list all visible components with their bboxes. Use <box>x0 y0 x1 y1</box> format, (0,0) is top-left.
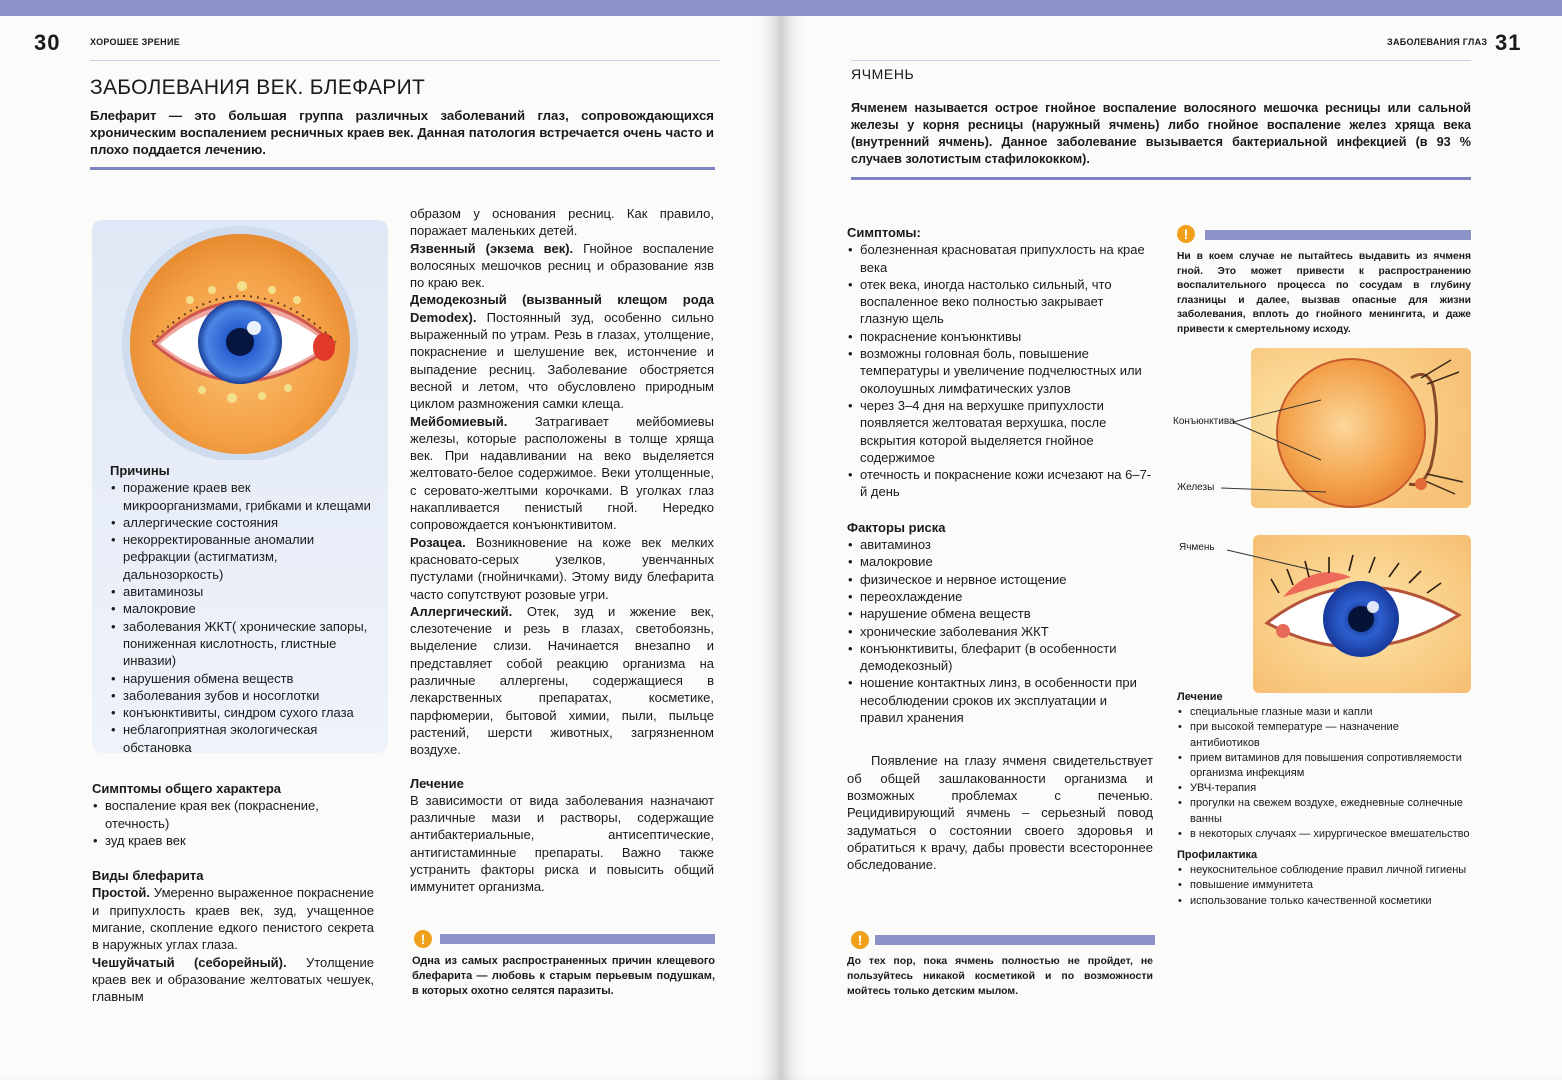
top-band <box>0 0 781 16</box>
type-text: Умеренно выраженное покраснение и припухлость краев век, зуд, учащенное мигание, скопление едкого пенистого секрета в наружных углах глаза. <box>92 885 374 953</box>
type-demodex <box>410 291 714 412</box>
list-item: • покраснение конъюнктивы <box>847 328 1153 345</box>
page-title: ЯЧМЕНЬ <box>851 66 915 82</box>
type-term: Мейбомиевый. <box>410 413 508 429</box>
causes-panel <box>92 220 388 753</box>
top-rule <box>90 60 720 61</box>
list-item: • использование только качественной косметики <box>1177 894 1471 909</box>
list-item: • неблагоприятная экологическая обстановка <box>110 721 372 756</box>
types-continued-column <box>410 205 714 896</box>
warning-text: До тех пор, пока ячмень полностью не пройдет, не пользуйтесь никакой косметикой и по возможности мойтесь только детским мылом. <box>847 955 1153 997</box>
list-item: • УВЧ-терапия <box>1177 781 1471 796</box>
warning-icon: ! <box>851 931 869 949</box>
type-text: Гнойное воспаление волосяных мешочков ресниц и образование язв по краю век. <box>410 240 714 291</box>
list-item: • воспаление края век (покраснение, отечность) <box>92 797 374 832</box>
type-scaly <box>92 954 374 1006</box>
warning-bar <box>440 934 715 944</box>
type-text: Утолщение краев век и образование желтоватых чешуек, главным <box>92 954 374 1005</box>
list-item: • в некоторых случаях — хирургическое вмешательство <box>1177 827 1471 842</box>
label-stye: Ячмень <box>1179 542 1215 553</box>
list-item: • повышение иммунитета <box>1177 878 1471 893</box>
treatment-list <box>1177 705 1471 842</box>
treatment-text: В зависимости от вида заболевания назначают различные мази и растворы, содержащие антибактериальные, антисептические, антигистаминные препараты. Важно также устранить факторы риска и повысить общий иммунитет организма. <box>410 792 714 895</box>
type-rosacea <box>410 534 714 603</box>
list-item: • прием витаминов для повышения сопротивляемости организма инфекциям <box>1177 751 1471 781</box>
warning-bar <box>875 935 1155 945</box>
list-item: • малокровие <box>847 553 1153 570</box>
list-item: • хронические заболевания ЖКТ <box>847 623 1153 640</box>
blepharitis-eye-illustration <box>92 220 388 460</box>
type-text: Постоянный зуд, особенно сильно выраженный по утрам. Резь в глазах, утолщение, покраснение и шелушение век, истончение и выпадение ресниц. Заболевание обостряется весной и летом, что обусловлено природным циклом размножения самки клеща. <box>410 309 714 412</box>
symptoms-heading: Симптомы: <box>847 225 921 240</box>
type-ulcer <box>410 240 714 292</box>
list-item: • специальные глазные мази и капли <box>1177 705 1471 720</box>
list-item: • авитаминоз <box>847 536 1153 553</box>
list-item: • через 3–4 дня на верхушке припухлости появляется желтоватая верхушка, после вскрытия которой выделяется гнойное содержимое <box>847 397 1153 466</box>
list-item: • нарушение обмена веществ <box>847 605 1153 622</box>
list-item: • заболевания зубов и носоглотки <box>110 687 372 704</box>
page-number: 31 <box>1495 30 1522 55</box>
intro-paragraph: Блефарит — это большая группа различных заболеваний глаз, сопровождающихся хроническим воспалением ресничных краев век. Данная патология встречается очень часто и плохо поддается лечению. <box>90 108 714 157</box>
list-item: • отечность и покраснение кожи исчезают на 6–7-й день <box>847 466 1153 501</box>
warning-icon: ! <box>1177 225 1195 243</box>
list-item: • некорректированные аномалии рефракции (астигматизм, дальнозоркость) <box>110 531 372 583</box>
risk-list <box>847 536 1153 726</box>
treatment-heading: Лечение <box>410 775 464 791</box>
type-text: Отек, зуд и жжение век, слезотечение и резь в глазах, светобоязнь, выделение слизи. Начинается внезапно и представляет собой реакцию организма на различные аллергены, содержащиеся в лекарственных препаратах, косметике, парфюмерии, бытовой химии, пыли, пыльце растений, шерсти животных, загрязненном воздухе. <box>410 603 714 758</box>
type-term: Язвенный (экзема век). <box>410 240 574 256</box>
top-band <box>781 0 1562 16</box>
label-glands: Железы <box>1177 482 1215 493</box>
list-item: • конъюнктивиты, синдром сухого глаза <box>110 704 372 721</box>
intro-rule <box>90 167 715 170</box>
list-item: • возможны головная боль, повышение температуры и увеличение подчелюстных или околоушных лимфатических узлов <box>847 345 1153 397</box>
running-head: ЗАБОЛЕВАНИЯ ГЛАЗ <box>1387 37 1488 47</box>
treatment-heading: Лечение <box>1177 691 1223 703</box>
intro-rule <box>851 177 1471 180</box>
list-item: • прогулки на свежем воздухе, ежедневные солнечные ванны <box>1177 796 1471 826</box>
list-item: • конъюнктивиты, блефарит (в особенности демодекозный) <box>847 640 1153 675</box>
list-item: • переохлаждение <box>847 588 1153 605</box>
type-term: Аллергический. <box>410 603 513 619</box>
list-item: • авитаминозы <box>110 583 372 600</box>
list-item: • поражение краев век микроорганизмами, грибками и клещами <box>110 479 372 514</box>
running-head: ХОРОШЕЕ ЗРЕНИЕ <box>90 37 181 47</box>
label-line-stye <box>1221 540 1341 580</box>
list-item: • при высокой температуре — назначение антибиотиков <box>1177 720 1471 750</box>
list-item: • нарушения обмена веществ <box>110 670 372 687</box>
type-simple <box>92 884 374 953</box>
general-symptoms-block <box>92 780 374 1006</box>
treatment-block <box>1177 690 1471 909</box>
symptoms-list <box>847 241 1153 500</box>
general-symptoms-heading: Симптомы общего характера <box>92 781 282 796</box>
right-page <box>781 0 1562 1080</box>
type-text: образом у основания ресниц. Как правило, поражает маленьких детей. <box>410 206 714 239</box>
top-rule <box>851 60 1471 61</box>
label-conjunctiva: Конъюнктива <box>1173 416 1235 427</box>
intro-paragraph: Ячменем называется острое гнойное воспаление волосяного мешочка ресницы или сальной железы у корня ресницы (наружный ячмень) либо гнойное воспаление желез хряща века (внутренний ячмень). Данное заболевание вызывается бактериальной инфекцией (в 93 % случаев золотистым стафилококком). <box>851 101 1471 166</box>
general-symptoms-list <box>92 797 374 849</box>
warning-text: Одна из самых распространенных причин клещевого блефарита — любовь к старым перьевым подушкам, в которых охотно селятся паразиты. <box>412 955 715 997</box>
type-allergic <box>410 603 714 759</box>
type-term: Чешуйчатый (себорейный). <box>92 954 287 970</box>
list-item: • неукоснительное соблюдение правил личной гигиены <box>1177 863 1471 878</box>
list-item: • аллергические состояния <box>110 514 372 531</box>
type-text: Возникновение на коже век мелких красновато-серых узелков, увенчанных пустулами (гнойничками). Этому виду блефарита часто сопутствуют розовые угри. <box>410 534 714 602</box>
causes-heading: Причины <box>110 463 170 478</box>
causes-list <box>110 479 372 756</box>
type-text: Затрагивает мейбомиевы железы, которые расположены в толще хряща век. При надавливании на веко выделяется желтовато-белое содержимое. Веки утолщенные, с серовато-желтыми корочками. В уголках глаз накапливается пенистый гной. Нередко сопровождается конъюнктивитом. <box>410 413 714 533</box>
causes-block <box>110 462 372 756</box>
type-term: Демодекозный (вызванный клещом рода Demodex). <box>410 292 714 325</box>
type-term: Розацеа. <box>410 534 466 550</box>
type-meibo <box>410 413 714 534</box>
warning-icon: ! <box>414 930 432 948</box>
prevention-heading: Профилактика <box>1177 849 1258 862</box>
risk-heading: Факторы риска <box>847 519 946 535</box>
warning-text: Ни в коем случае не пытайтесь выдавить из ячменя гной. Это может привести к распространению воспалительного процесса по сосудам в глубину глазницы и далее, вызвав опасные для жизни заболевания, вплоть до гнойного менингита, и даже привести к смертельному исходу. <box>1177 251 1471 335</box>
page-number: 30 <box>34 30 61 55</box>
type-term: Простой. <box>92 885 151 901</box>
types-heading: Виды блефарита <box>92 868 204 884</box>
prevention-list <box>1177 863 1471 909</box>
list-item: • заболевания ЖКТ( хронические запоры, пониженная кислотность, глистные инвазии) <box>110 618 372 670</box>
list-item: • ношение контактных линз, в особенности при несоблюдении сроков их эксплуатации и правил хранения <box>847 674 1153 726</box>
symptoms-block <box>847 224 1153 873</box>
list-item: • болезненная красноватая припухлость на крае века <box>847 241 1153 276</box>
warning-bar <box>1205 230 1471 240</box>
list-item: • отек века, иногда настолько сильный, что воспаленное веко полностью закрывает глазную щель <box>847 276 1153 328</box>
page-title: ЗАБОЛЕВАНИЯ ВЕК. БЛЕФАРИТ <box>90 76 426 99</box>
stye-paragraph: Появление на глазу ячменя свидетельствует об общей зашлакованности организма и возможных проблемах с печенью. Рецидивирующий ячмень – серьезный повод задуматься о состоянии своего здоровья и обратиться к врачу, дабы провести всестороннее обследование. <box>847 753 1153 873</box>
list-item: • физическое и нервное истощение <box>847 571 1153 588</box>
list-item: • малокровие <box>110 600 372 617</box>
list-item: • зуд краев век <box>92 832 374 849</box>
